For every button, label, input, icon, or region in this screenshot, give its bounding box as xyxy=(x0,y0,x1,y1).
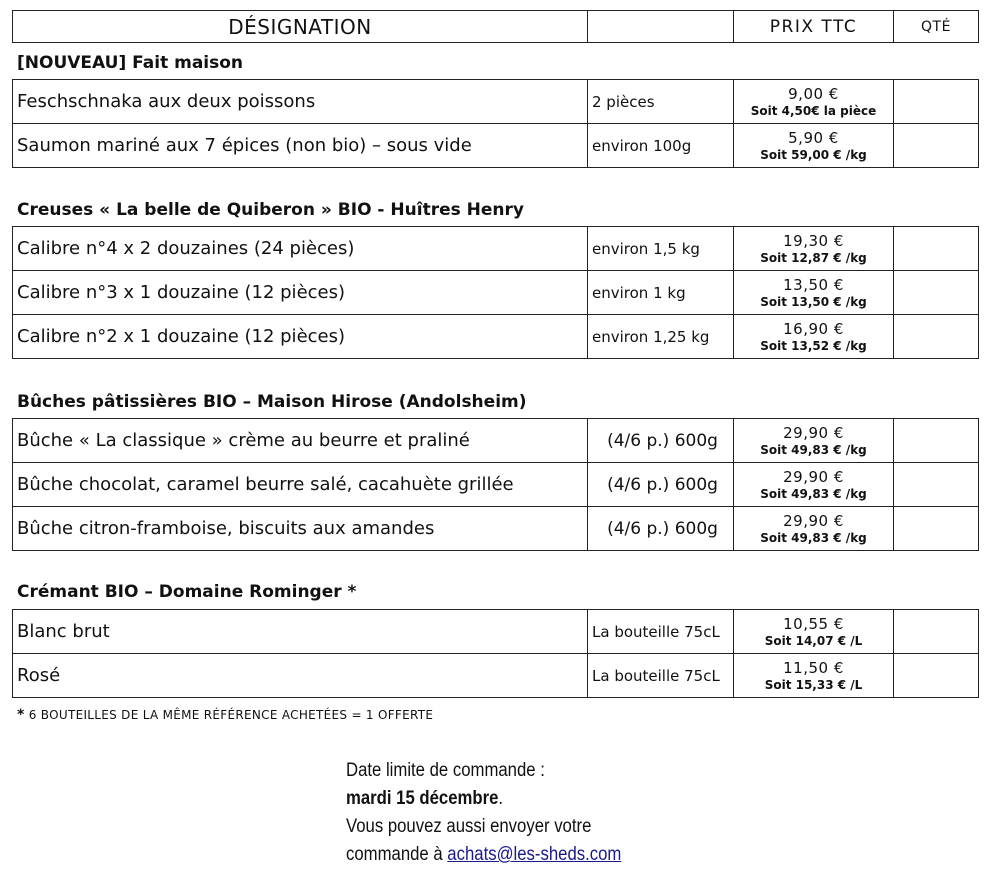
email-link[interactable]: achats@les-sheds.com xyxy=(447,844,622,865)
item-quantity: environ 1,5 kg xyxy=(588,227,734,270)
item-name: Blanc brut xyxy=(13,610,588,653)
section-table xyxy=(12,418,979,551)
item-price xyxy=(734,227,894,270)
order-deadline xyxy=(346,757,621,869)
unit-price: Soit 14,07 € /L xyxy=(764,633,863,648)
unit-price: Soit 13,50 € /kg xyxy=(760,294,867,309)
qte-input[interactable] xyxy=(894,315,978,358)
price-value: 16,90 € xyxy=(783,319,844,338)
section-title: Crémant BIO – Domaine Rominger * xyxy=(17,582,357,602)
price-value: 10,55 € xyxy=(783,614,844,633)
item-name: Rosé xyxy=(13,654,588,697)
price-value: 9,00 € xyxy=(788,84,839,103)
deadline-note: Vous pouvez aussi envoyer votre xyxy=(346,816,592,837)
qte-input[interactable] xyxy=(894,610,978,653)
section-title: Bûches pâtissières BIO – Maison Hirose (Andolsheim) xyxy=(17,392,527,412)
unit-price: Soit 4,50€ la pièce xyxy=(750,103,877,118)
qte-input[interactable] xyxy=(894,124,978,167)
item-price xyxy=(734,463,894,506)
item-price xyxy=(734,419,894,462)
header-designation: DÉSIGNATION xyxy=(13,11,588,42)
section-table xyxy=(12,226,979,359)
item-quantity: (4/6 p.) 600g xyxy=(588,419,734,462)
table-row xyxy=(13,610,978,654)
item-quantity: environ 1,25 kg xyxy=(588,315,734,358)
item-quantity: 2 pièces xyxy=(588,80,734,123)
qte-input[interactable] xyxy=(894,654,978,697)
section-title: Creuses « La belle de Quiberon » BIO - Huîtres Henry xyxy=(17,200,524,220)
unit-price: Soit 49,83 € /kg xyxy=(760,442,867,457)
table-row xyxy=(13,315,978,359)
deadline-label: Date limite de commande : xyxy=(346,760,545,781)
unit-price: Soit 49,83 € /kg xyxy=(760,486,867,501)
unit-price: Soit 59,00 € /kg xyxy=(760,147,867,162)
item-quantity: environ 1 kg xyxy=(588,271,734,314)
item-price xyxy=(734,315,894,358)
header-prix: PRIX TTC xyxy=(734,11,894,42)
price-value: 19,30 € xyxy=(783,231,844,250)
item-quantity: (4/6 p.) 600g xyxy=(588,507,734,550)
table-row xyxy=(13,507,978,551)
qte-input[interactable] xyxy=(894,227,978,270)
item-name: Saumon mariné aux 7 épices (non bio) – sous vide xyxy=(13,124,588,167)
deadline-date-suffix: . xyxy=(498,788,504,809)
deadline-email-line xyxy=(346,841,621,869)
price-value: 29,90 € xyxy=(783,467,844,486)
item-quantity: environ 100g xyxy=(588,124,734,167)
table-row xyxy=(13,463,978,507)
qte-input[interactable] xyxy=(894,419,978,462)
item-quantity: (4/6 p.) 600g xyxy=(588,463,734,506)
qte-input[interactable] xyxy=(894,463,978,506)
item-quantity: La bouteille 75cL xyxy=(588,610,734,653)
footnote-star: * xyxy=(17,707,25,723)
table-row xyxy=(13,80,978,124)
item-name: Calibre n°4 x 2 douzaines (24 pièces) xyxy=(13,227,588,270)
table-row xyxy=(13,124,978,168)
item-name: Bûche « La classique » crème au beurre et praliné xyxy=(13,419,588,462)
price-value: 5,90 € xyxy=(788,128,839,147)
item-name: Bûche chocolat, caramel beurre salé, cacahuète grillée xyxy=(13,463,588,506)
deadline-date-line xyxy=(346,785,621,813)
item-price xyxy=(734,610,894,653)
qte-input[interactable] xyxy=(894,507,978,550)
table-row xyxy=(13,419,978,463)
footnote-text: 6 BOUTEILLES DE LA MÊME RÉFÉRENCE ACHETÉES = 1 OFFERTE xyxy=(24,708,434,722)
unit-price: Soit 49,83 € /kg xyxy=(760,530,867,545)
unit-price: Soit 15,33 € /L xyxy=(764,677,863,692)
item-price xyxy=(734,654,894,697)
item-name: Feschschnaka aux deux poissons xyxy=(13,80,588,123)
email-prefix: commande à xyxy=(346,844,448,865)
header-qte: QTÉ xyxy=(921,18,951,35)
item-price xyxy=(734,80,894,123)
item-quantity: La bouteille 75cL xyxy=(588,654,734,697)
table-header xyxy=(12,10,979,43)
item-price xyxy=(734,271,894,314)
table-row xyxy=(13,271,978,315)
unit-price: Soit 13,52 € /kg xyxy=(760,338,867,353)
price-value: 13,50 € xyxy=(783,275,844,294)
section-table xyxy=(12,79,979,168)
section-table xyxy=(12,609,979,698)
item-price xyxy=(734,124,894,167)
item-price xyxy=(734,507,894,550)
price-value: 11,50 € xyxy=(783,658,844,677)
footnote xyxy=(17,707,433,723)
qte-input[interactable] xyxy=(894,271,978,314)
price-value: 29,90 € xyxy=(783,511,844,530)
section-title: [NOUVEAU] Fait maison xyxy=(17,53,244,73)
item-name: Calibre n°2 x 1 douzaine (12 pièces) xyxy=(13,315,588,358)
unit-price: Soit 12,87 € /kg xyxy=(760,250,867,265)
table-row xyxy=(13,654,978,698)
qte-input[interactable] xyxy=(894,80,978,123)
deadline-date: mardi 15 décembre xyxy=(346,788,499,809)
price-value: 29,90 € xyxy=(783,423,844,442)
item-name: Bûche citron-framboise, biscuits aux amandes xyxy=(13,507,588,550)
header-blank xyxy=(588,11,734,42)
table-row xyxy=(13,227,978,271)
item-name: Calibre n°3 x 1 douzaine (12 pièces) xyxy=(13,271,588,314)
